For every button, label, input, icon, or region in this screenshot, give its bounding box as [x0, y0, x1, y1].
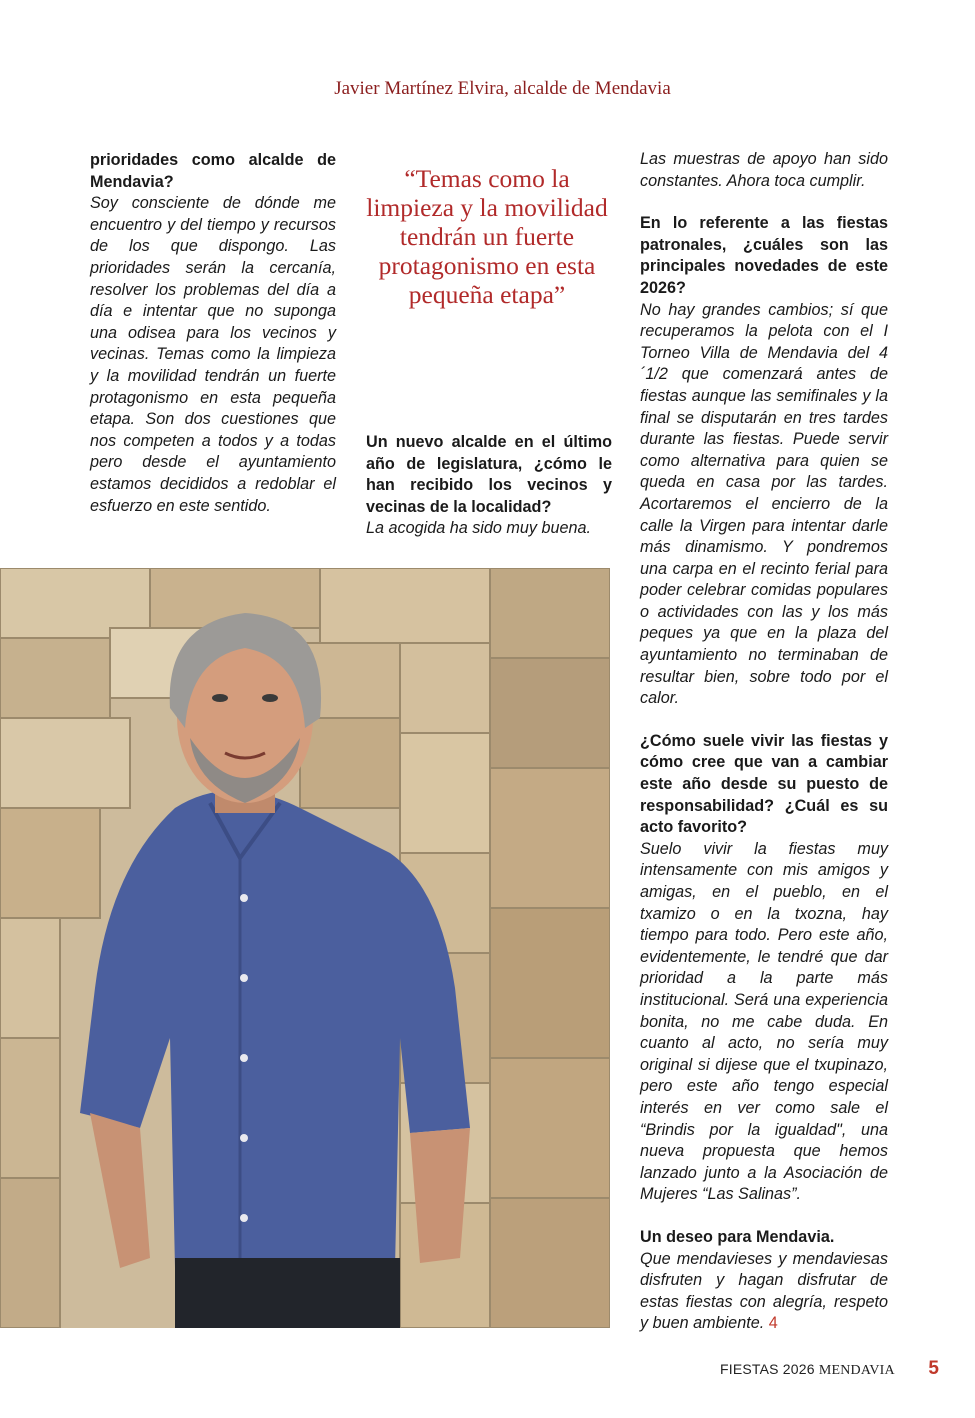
question-4: ¿Cómo suele vivir las fiestas y cómo cree que van a cambiar este año desde su puesto de responsabilidad? ¿Cuál es su acto favorito? — [640, 731, 888, 837]
answer-5-text: Que mendavieses y mendaviesas disfruten y hagan disfrutar de estas fiestas con alegría, respeto y buen ambiente. — [640, 1249, 888, 1333]
page-number: 5 — [928, 1358, 939, 1379]
magazine-title — [720, 1361, 895, 1379]
answer-3: No hay grandes cambios; sí que recuperamos la pelota con el I Torneo Villa de Mendavia del 4´1/2 que comenzará antes de fiestas aunque las semifinales y la final se disputarán en tres tardes durante las fiestas. Puede servir como alternativa para quien se queda en casa por las tardes. Acortaremos el encierro de la calle la Virgen para intentar darle más dinamismo. Y pondremos una carpa en el recinto ferial para poder celebrar comidas populares o actividades con las y los más peques ya que en la plaza del ayuntamiento no terminaban de resultar bien, sobre todo por el calor. — [640, 300, 888, 708]
column-3 — [640, 149, 888, 1335]
pull-quote: “Temas como la limpieza y la movilidad tendrán un fuerte protagonismo en esta pequeña etapa” — [366, 164, 608, 309]
question-2: Un nuevo alcalde en el último año de legislatura, ¿cómo le han recibido los vecinos y vecinas de la localidad? — [366, 433, 612, 516]
magazine-name: FIESTAS 2026 — [720, 1361, 815, 1377]
question-5: Un deseo para Mendavia. — [640, 1227, 835, 1246]
answer-2: La acogida ha sido muy buena. — [366, 519, 591, 538]
answer-4: Suelo vivir la fiestas muy intensamente con mis amigos y amigas, en el pueblo, en el txamizo o en la txozna, hay tiempo para todo. Pero este año, evidentemente, le tendré que dar prioridad a la parte más institucional. Será una experiencia bonita, no me cabe duda. En cuanto al acto, no sería muy original si dijese que el txupinazo, pero este año tengo especial interés en ver como sale el “Brindis por la igualdad", una nueva propuesta que hemos lanzado junto a la Asociación de Mujeres “Las Salinas”. — [640, 839, 888, 1204]
question-3: En lo referente a las fiestas patronales, ¿cuáles son las principales novedades de este 2026? — [640, 214, 888, 297]
column-2 — [366, 432, 612, 540]
answer-5 — [640, 1249, 888, 1335]
mayor-photo — [0, 568, 610, 1328]
end-mark: 4 — [768, 1314, 778, 1333]
column-1 — [90, 150, 336, 517]
page-footer — [720, 1358, 945, 1382]
question-1-tail: prioridades como alcalde de Mendavia? — [90, 151, 336, 191]
answer-1: Soy consciente de dónde me encuentro y del tiempo y recursos de los que dispongo. Las prioridades serán la cercanía, resolver los problemas del día a día e intentar que no suponga una odisea para los vecinos y vecinas. Temas como la limpieza y la movilidad tendrán un fuerte protagonismo en esta pequeña etapa. Son dos cuestiones que nos competen a todos y a todas pero desde el ayuntamiento estamos decididos a redoblar el esfuerzo en este sentido. — [90, 194, 336, 515]
magazine-town: MENDAVIA — [818, 1363, 895, 1378]
answer-2-continued: Las muestras de apoyo han sido constantes. Ahora toca cumplir. — [640, 150, 888, 190]
article-byline: Javier Martínez Elvira, alcalde de Mendavia — [334, 78, 671, 99]
